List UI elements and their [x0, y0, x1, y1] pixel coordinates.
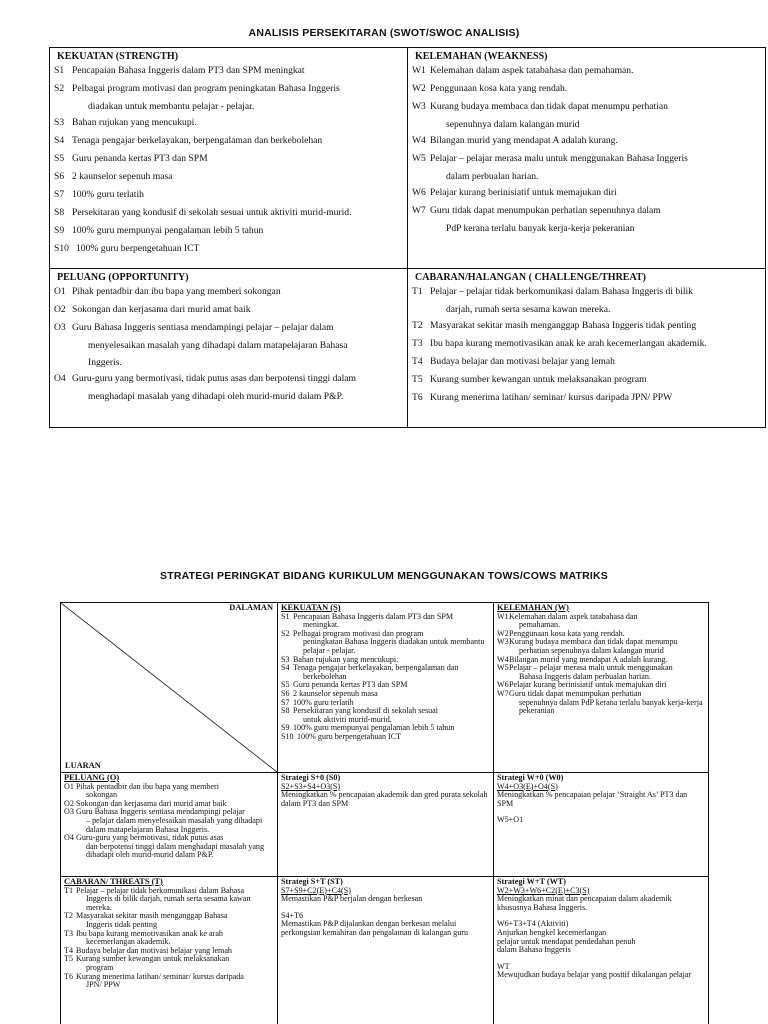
threat-item — [412, 392, 761, 403]
tows-strength-item-text: 100% guru terlatih — [293, 697, 354, 707]
dalaman-label: DALAMAN — [229, 603, 273, 612]
tows-opportunity-item — [64, 783, 274, 800]
weakness-item — [412, 135, 761, 146]
strategy-wt-text: Meningkatkan minat dan pencapaian dalam akademik khususnya Bahasa Inggeris. — [497, 894, 672, 912]
opportunity-item — [54, 286, 403, 297]
opportunity-item-code: O3 — [54, 322, 66, 333]
strategy-wo-cell — [494, 773, 709, 877]
opportunity-item — [54, 304, 403, 315]
strategy-wo-formula: W4+O3(E)+O4(S) — [497, 781, 558, 791]
tows-threat-item-text: Masyarakat sekitar masih menganggap Bahasa — [76, 911, 228, 921]
tows-opportunity-item-text: Pihak pentadbir dan ibu bapa yang memberi — [76, 781, 219, 791]
strength-item — [54, 207, 403, 218]
tows-weakness-item-code: W5 — [497, 663, 509, 673]
strength-item — [54, 65, 403, 76]
tows-weakness-item-continuation: Bahasa Inggeris dalam perbualan harian. — [519, 671, 651, 681]
opportunity-heading: PELUANG (OPPORTUNITY) — [57, 272, 189, 283]
tows-weakness-item-code: W6 — [497, 680, 509, 690]
strength-item — [54, 153, 403, 164]
opportunity-item — [54, 373, 403, 402]
strength-item — [54, 243, 403, 254]
threat-heading: CABARAN/HALANGAN ( CHALLENGE/THREAT) — [415, 272, 646, 283]
tows-threat-item — [64, 912, 274, 929]
threat-item-code: T6 — [412, 392, 423, 403]
threat-item-text: Kurang sumber kewangan untuk melaksanakan program — [430, 374, 647, 385]
tows-weakness-list — [497, 613, 705, 716]
threat-item-text: Masyarakat sekitar masih menganggap Bahasa Inggeris tidak penting — [430, 320, 697, 331]
tows-matrix — [60, 602, 709, 1024]
tows-weakness-item-text: Bilangan murid yang mendapat A adalah kurang. — [509, 654, 668, 664]
weakness-item-code: W2 — [412, 83, 426, 94]
tows-strength-item-code: S2 — [281, 628, 290, 638]
strength-item-code: S9 — [54, 225, 65, 236]
weakness-item — [412, 101, 761, 130]
tows-threat-item-text: Kurang sumber kewangan untuk melaksanakan — [76, 954, 230, 964]
opportunity-item-text: Guru Bahasa Inggeris sentiasa mendampingi pelajar – pelajar dalam — [72, 322, 334, 333]
opportunity-item-code: O1 — [54, 286, 66, 297]
strength-item-text: 100% guru mempunyai pengalaman lebih 5 tahun — [72, 225, 264, 236]
strength-item-code: S1 — [54, 65, 65, 76]
weakness-item-code: W7 — [412, 205, 426, 216]
weakness-item-continuation: dalam perbualan harian. — [446, 171, 539, 182]
strength-item-text: Pelbagai program motivasi dan program peningkatan Bahasa Inggeris — [72, 83, 340, 94]
strength-item-text: Guru penanda kertas PT3 dan SPM — [72, 153, 208, 164]
tows-threat-item-text: Budaya belajar dan motivasi belajar yang lemah — [76, 945, 232, 955]
strategy-so-heading: Strategi S+0 (S0) — [281, 773, 341, 782]
opportunity-item-code: O4 — [54, 373, 66, 384]
tows-threat-heading: CABARAN/ THREATS (T) — [64, 877, 163, 886]
threat-item-code: T4 — [412, 356, 423, 367]
tows-weakness-item-code: W4 — [497, 654, 509, 664]
strength-item — [54, 117, 403, 128]
tows-strength-item-text: 100% guru mempunyai pengalaman lebih 5 tahun — [293, 723, 455, 733]
tows-weakness-item-text: Pelajar – pelajar merasa malu untuk menggunakan — [509, 663, 673, 673]
opportunity-item-text: Guru-guru yang bermotivasi, tidak putus asas dan berpotensi tinggi dalam — [72, 373, 357, 384]
tows-opportunity-item-text: Sokongan dan kerjasama dari murid amat baik — [76, 798, 227, 808]
strategy-st-formula: S7+S9+C2(E)+C4(S) — [281, 885, 351, 895]
tows-threat-item-continuation: kecemerlangan akademik. — [86, 937, 171, 947]
strength-item — [54, 171, 403, 182]
tows-weakness-item — [497, 690, 705, 716]
strategy-so-formula: S2+S3+S4+O3(S) — [281, 781, 341, 791]
tows-opportunity-heading: PELUANG (O) — [64, 773, 120, 782]
strength-item-code: S8 — [54, 207, 65, 218]
tows-threat-item — [64, 930, 274, 947]
tows-strength-list — [281, 613, 490, 742]
strength-item — [54, 135, 403, 146]
tows-threat-item-code: T4 — [64, 945, 73, 955]
strategy-wo-heading: Strategi W+0 (W0) — [497, 773, 564, 782]
tows-threat-item — [64, 887, 274, 913]
weakness-item-text: Guru tidak dapat menumpukan perhatian sepenuhnya dalam — [430, 205, 661, 216]
tows-weakness-item-text: Kelemahan dalam aspek tatabahasa dan — [509, 611, 638, 621]
tows-strength-item-code: S3 — [281, 654, 290, 664]
threat-item-continuation: darjah, rumah serta sesama kawan mereka. — [446, 304, 611, 315]
strength-heading: KEKUATAN (STRENGTH) — [57, 51, 179, 62]
tows-threat-item — [64, 973, 274, 990]
threat-item-code: T2 — [412, 320, 423, 331]
tows-strength-item-code: S9 — [281, 723, 290, 733]
weakness-heading: KELEMAHAN (WEAKNESS) — [415, 51, 548, 62]
tows-strength-item-code: S5 — [281, 680, 290, 690]
tows-weakness-heading: KELEMAHAN (W) — [497, 603, 569, 612]
tows-opportunity-item-continuation: sokongan — [86, 790, 118, 800]
strategy-wt-cell — [494, 877, 709, 1024]
strength-item-code: S5 — [54, 153, 65, 164]
threat-item — [412, 338, 761, 349]
strength-item-text: Tenaga pengajar berkelayakan, berpengalaman dan berkebolehan — [72, 135, 323, 146]
strength-item-code: S2 — [54, 83, 65, 94]
tows-opportunity-item — [64, 808, 274, 834]
strength-item-text: 2 kaunselor sepenuh masa — [72, 171, 173, 182]
swot-title: ANALISIS PERSEKITARAN (SWOT/SWOC ANALISIS) — [248, 27, 520, 39]
tows-strength-item — [281, 733, 490, 742]
opportunity-item-code: O2 — [54, 304, 66, 315]
tows-strength-item-text: Tenaga pengajar berkelayakan, berpengalaman dan — [293, 663, 459, 673]
strategy-so-text: Meningkatkan % pencapaian akademik dan gred purata sekolah dalam PT3 dan SPM — [281, 790, 488, 808]
weakness-list — [412, 65, 761, 234]
tows-opportunity-cell — [61, 773, 278, 877]
weakness-cell — [408, 48, 766, 269]
weakness-item-code: W3 — [412, 101, 426, 112]
tows-strength-item-text: Bahan rujukan yang mencukupi. — [293, 654, 399, 664]
strategy-wt-extra: W6+T3+T4 (Aktiviti) — [497, 919, 569, 929]
tows-threat-item-continuation: JPN/ PPW — [86, 980, 121, 990]
tows-weakness-cell — [494, 603, 709, 773]
threat-item-code: T1 — [412, 286, 423, 297]
tows-threat-item-code: T6 — [64, 971, 73, 981]
matrix-corner — [61, 603, 278, 773]
weakness-item-continuation: PdP kerana terlalu banyak kerja-kerja pekeranian — [446, 223, 635, 234]
threat-item — [412, 356, 761, 367]
tows-strength-item — [281, 664, 490, 681]
threat-item-text: Budaya belajar dan motivasi belajar yang lemah — [430, 356, 615, 367]
weakness-item-text: Pelajar kurang berinisiatif untuk memajukan diri — [430, 187, 617, 198]
tows-threat-item-code: T5 — [64, 954, 73, 964]
weakness-item-code: W6 — [412, 187, 426, 198]
tows-strength-item — [281, 630, 490, 656]
tows-strength-heading: KEKUATAN (S) — [281, 603, 341, 612]
threat-cell — [408, 269, 766, 428]
threat-list — [412, 286, 761, 403]
tows-threat-item-text: Kurang menerima latihan/ seminar/ kursus daripada — [76, 971, 244, 981]
tows-strength-item-code: S1 — [281, 611, 290, 621]
weakness-item-code: W4 — [412, 135, 426, 146]
tows-title: STRATEGI PERINGKAT BIDANG KURIKULUM MENGGUNAKAN TOWS/COWS MATRIKS — [160, 570, 608, 582]
tows-weakness-item-text: Pelajar kurang berinisiatif untuk memajukan diri — [509, 680, 667, 690]
threat-item-text: Ibu bapa kurang memotivasikan anak ke arah kecemerlangan akademik. — [430, 338, 707, 349]
opportunity-item-continuation: Inggeris. — [88, 357, 122, 368]
threat-item — [412, 374, 761, 385]
strategy-wo-extra: W5+O1 — [497, 815, 524, 825]
tows-weakness-item-text: Guru tidak dapat menumpukan perhatian — [509, 688, 642, 698]
tows-strength-item-text: 2 kaunselor sepenuh masa — [293, 688, 378, 698]
strength-item-text: Persekitaran yang kondusif di sekolah sesuai untuk aktiviti murid-murid. — [72, 207, 352, 218]
tows-threat-item-continuation: program — [86, 962, 114, 972]
tows-weakness-item-code: W7 — [497, 688, 509, 698]
strength-item-text: Bahan rujukan yang mencukupi. — [72, 117, 197, 128]
threat-item-code: T3 — [412, 338, 423, 349]
weakness-item — [412, 205, 761, 234]
weakness-item-text: Penggunaan kosa kata yang rendah. — [430, 83, 568, 94]
tows-strength-item-code: S4 — [281, 663, 290, 673]
strength-item — [54, 83, 403, 112]
strength-item — [54, 225, 403, 236]
tows-threat-cell — [61, 877, 278, 1024]
strength-item-continuation: diadakan untuk membantu pelajar - pelajar. — [88, 101, 255, 112]
tows-strength-item-text: Pelbagai program motivasi dan program — [293, 628, 424, 638]
tows-strength-item-text: Pencapaian Bahasa Inggeris dalam PT3 dan SPM — [293, 611, 454, 621]
tows-weakness-item — [497, 664, 705, 681]
tows-weakness-item-code: W2 — [497, 628, 509, 638]
weakness-item-text: Kelemahan dalam aspek tatabahasa dan pemahaman. — [430, 65, 634, 76]
tows-weakness-item-code: W3 — [497, 637, 509, 647]
weakness-item-continuation: sepenuhnya dalam kalangan murid — [446, 119, 580, 130]
strength-item-text: Pencapaian Bahasa Inggeris dalam PT3 dan SPM meningkat — [72, 65, 305, 76]
tows-threat-item-text: Ibu bapa kurang memotivasikan anak ke arah — [76, 928, 223, 938]
tows-threat-item-continuation: Inggeris tidak penting — [86, 919, 158, 929]
weakness-item-text: Pelajar – pelajar merasa malu untuk menggunakan Bahasa Inggeris — [430, 153, 688, 164]
tows-opportunity-item-continuation: dan berpotensi tinggi dalam menghadapi masalah yang dihadapi oleh murid-murid dalam P&P. — [86, 841, 265, 860]
tows-strength-item-text: Persekitaran yang kondusif di sekolah sesuai — [293, 706, 438, 716]
tows-threat-item — [64, 955, 274, 972]
opportunity-item-continuation: menghadapi masalah yang dihadapi oleh murid-murid dalam P&P. — [88, 391, 344, 402]
tows-opportunity-item-code: O2 — [64, 798, 74, 808]
strength-item-text: 100% guru terlatih — [72, 189, 144, 200]
weakness-item-text: Kurang budaya membaca dan tidak dapat menumpu perhatian — [430, 101, 668, 112]
tows-opportunity-item-code: O3 — [64, 807, 74, 817]
tows-strength-item-text: 100% guru berpengetahuan ICT — [297, 731, 402, 741]
tows-weakness-item — [497, 613, 705, 630]
weakness-item — [412, 153, 761, 182]
strength-item-code: S7 — [54, 189, 65, 200]
threat-item-text: Kurang menerima latihan/ seminar/ kursus daripada JPN/ PPW — [430, 392, 673, 403]
threat-item — [412, 286, 761, 315]
weakness-item-code: W1 — [412, 65, 426, 76]
strength-item-code: S4 — [54, 135, 65, 146]
weakness-item-text: Bilangan murid yang mendapat A adalah kurang. — [430, 135, 618, 146]
tows-strength-item-continuation: meningkat. — [303, 620, 340, 630]
strategy-st-cell — [278, 877, 494, 1024]
threat-item-code: T5 — [412, 374, 423, 385]
luaran-label: LUARAN — [65, 761, 101, 771]
tows-threat-item-continuation: Inggeris di bilik darjah, rumah serta sesama kawan mereka. — [86, 894, 251, 912]
weakness-item-code: W5 — [412, 153, 426, 164]
weakness-item — [412, 187, 761, 198]
tows-strength-cell — [278, 603, 494, 773]
tows-strength-item-code: S10 — [281, 731, 294, 741]
tows-strength-item-continuation: peningkatan Bahasa Inggeris diadakan untuk membantu pelajar - pelajar. — [303, 637, 485, 655]
strength-cell — [50, 48, 408, 269]
opportunity-item-text: Sokongan dan kerjasama dari murid amat baik — [72, 304, 251, 315]
tows-weakness-item-text: Penggunaan kosa kata yang rendah. — [509, 628, 625, 638]
strategy-wt-extra-text: Anjurkan bengkel kecemerlangan — [497, 927, 607, 937]
tows-weakness-item-continuation: perhatian sepenuhnya dalam kalangan murid — [519, 645, 664, 655]
strategy-wt-heading: Strategi W+T (WT) — [497, 877, 566, 886]
strategy-wt-extra2: WT — [497, 961, 510, 971]
strategy-wt-extra-text3: dalam Bahasa Inggeris — [497, 945, 571, 955]
tows-threat-item-code: T3 — [64, 928, 73, 938]
diagonal-line — [61, 603, 277, 772]
tows-strength-item-continuation: untuk aktiviti murid-murid. — [303, 714, 392, 724]
strategy-st-extra: S4+T6 — [281, 910, 304, 920]
tows-weakness-item-text: Kurang budaya membaca dan tidak dapat menumpu — [509, 637, 678, 647]
strategy-st-heading: Strategi S+T (ST) — [281, 877, 343, 886]
tows-opportunity-item — [64, 834, 274, 860]
strategy-st-text: Memastikan P&P berjalan dengan berkesan — [281, 894, 423, 904]
threat-item-text: Pelajar – pelajar tidak berkomunikasi dalam Bahasa Inggeris di bilik — [430, 286, 693, 297]
tows-threat-item-code: T1 — [64, 885, 73, 895]
tows-opportunity-item-code: O4 — [64, 833, 74, 843]
tows-strength-item — [281, 707, 490, 724]
tows-weakness-item-continuation: sepenuhnya dalam PdP kerana terlalu banyak kerja-kerja pekeranian — [519, 697, 703, 716]
tows-opportunity-item-continuation: – pelajar dalam menyelesaikan masalah yang dihadapi dalam matapelajaran Bahasa Inggeris. — [86, 815, 263, 834]
tows-weakness-item-code: W1 — [497, 611, 509, 621]
opportunity-item — [54, 322, 403, 368]
strength-list — [54, 65, 403, 254]
strategy-wt-extra-text2: pelajar untuk mendapat pendedahan penuh — [497, 936, 636, 946]
opportunity-list — [54, 286, 403, 402]
tows-threat-list — [64, 887, 274, 990]
strategy-wo-text: Meningkatkan % pencapaian pelajar ‘Straight As’ PT3 dan SPM — [497, 790, 688, 808]
strength-item-code: S3 — [54, 117, 65, 128]
tows-opportunity-list — [64, 783, 274, 860]
strength-item — [54, 189, 403, 200]
weakness-item — [412, 65, 761, 76]
tows-strength-item-code: S6 — [281, 688, 290, 698]
tows-opportunity-item-text: Guru-guru yang bermotivasi, tidak putus asas — [76, 833, 224, 843]
swot-table — [49, 47, 766, 428]
strategy-st-extra-text: Memastikan P&P dijalankan dengan berkesan melalui perkongsian kemahiran dan pengalaman di kalangan guru — [281, 919, 468, 937]
opportunity-cell — [50, 269, 408, 428]
strength-item-text: 100% guru berpengetahuan ICT — [76, 243, 200, 254]
tows-strength-item-continuation: berkebolehan — [303, 671, 347, 681]
strategy-wt-formula: W2+W3+W6+C2(E)+C3(S) — [497, 885, 590, 895]
opportunity-item-text: Pihak pentadbir dan ibu bapa yang memberi sokongan — [72, 286, 281, 297]
strength-item-code: S6 — [54, 171, 65, 182]
tows-strength-item-text: Guru penanda kertas PT3 dan SPM — [293, 680, 408, 690]
tows-threat-item-code: T2 — [64, 911, 73, 921]
tows-strength-item — [281, 613, 490, 630]
weakness-item — [412, 83, 761, 94]
tows-weakness-item — [497, 638, 705, 655]
tows-threat-item-text: Pelajar – pelajar tidak berkomunikasi dalam Bahasa — [76, 885, 245, 895]
tows-strength-item-code: S7 — [281, 697, 290, 707]
tows-strength-item-code: S8 — [281, 706, 290, 716]
tows-opportunity-item-code: O1 — [64, 781, 74, 791]
strategy-wt-extra2-text: Mewujudkan budaya belajar yang positif dikalangan pelajar — [497, 970, 692, 980]
threat-item — [412, 320, 761, 331]
strength-item-code: S10 — [54, 243, 69, 254]
opportunity-item-continuation: menyelesaikan masalah yang dihadapi dalam matapelajaran Bahasa — [88, 340, 348, 351]
strategy-so-cell — [278, 773, 494, 877]
tows-opportunity-item-text: Guru Bahasa Inggeris sentiasa mendampingi pelajar — [76, 807, 245, 817]
tows-weakness-item-continuation: pemahaman. — [519, 620, 561, 630]
